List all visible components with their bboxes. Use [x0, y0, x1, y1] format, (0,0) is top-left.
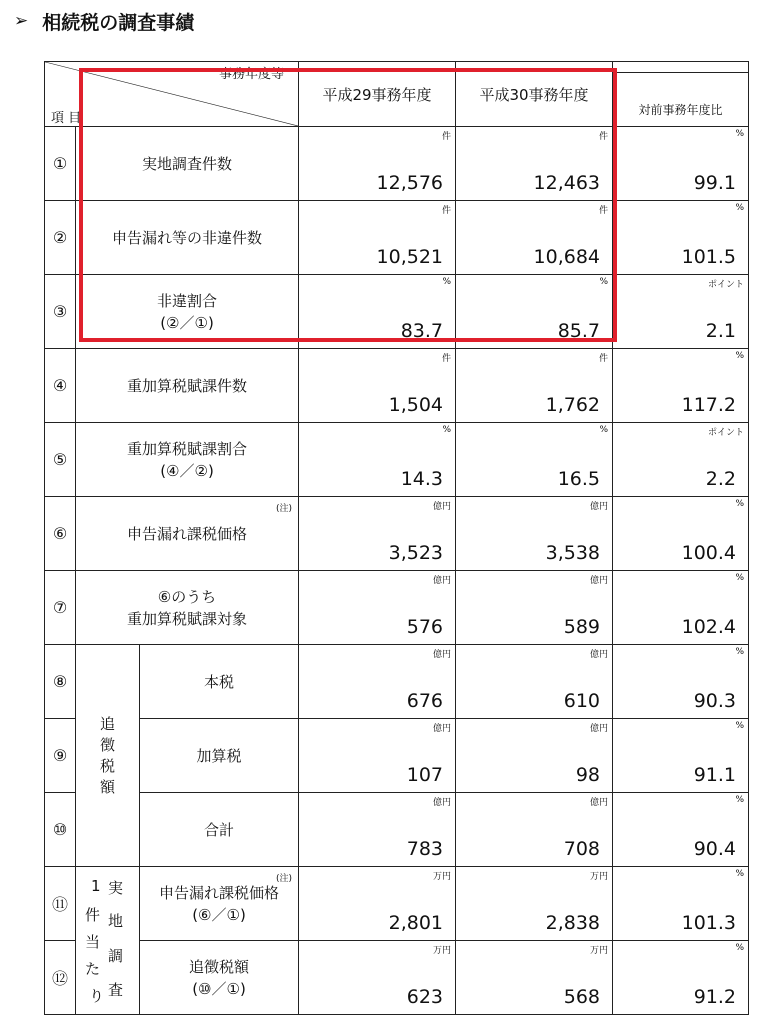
note-marker: (注): [275, 504, 293, 514]
table-row: [45, 645, 749, 719]
value-ratio: % 90.4: [613, 793, 749, 867]
value-fy30: % 85.7: [456, 275, 613, 349]
row-label: 追徴税額 (⑩／①): [140, 941, 299, 1015]
value-ratio: % 90.3: [613, 645, 749, 719]
row-number: ⑫: [45, 941, 76, 1015]
table-row: [45, 867, 749, 941]
value-fy29: 億円 3,523: [299, 497, 456, 571]
row-number: ②: [45, 201, 76, 275]
value-ratio: % 117.2: [613, 349, 749, 423]
table-row: [45, 349, 749, 423]
value-ratio: % 99.1: [613, 127, 749, 201]
row-number: ③: [45, 275, 76, 349]
row-label: 本税: [140, 645, 299, 719]
row-number: ⑧: [45, 645, 76, 719]
row-number: ⑪: [45, 867, 76, 941]
row-number: ⑤: [45, 423, 76, 497]
row-label: (注) 申告漏れ課税価格: [76, 497, 299, 571]
value-ratio: ポイント 2.2: [613, 423, 749, 497]
value-ratio: % 101.5: [613, 201, 749, 275]
group-label-per-case: 1 件 当 た り 実 地 調 査: [76, 867, 140, 1015]
table-row: [45, 201, 749, 275]
table-row: [45, 497, 749, 571]
value-fy30: 億円 3,538: [456, 497, 613, 571]
row-label: 加算税: [140, 719, 299, 793]
value-fy29: % 14.3: [299, 423, 456, 497]
value-fy29: 億円 107: [299, 719, 456, 793]
table-row: [45, 423, 749, 497]
col-header-ratio: 対前事務年度比: [613, 73, 749, 127]
row-label: 重加算税賦課割合 (④／②): [76, 423, 299, 497]
value-fy30: 万円 2,838: [456, 867, 613, 941]
arrow-bullet-icon: ➢: [14, 11, 29, 31]
row-label: 非違割合 (②／①): [76, 275, 299, 349]
value-fy30: 件 10,684: [456, 201, 613, 275]
table-row: [45, 793, 749, 867]
value-fy29: 件 1,504: [299, 349, 456, 423]
table-row: [45, 941, 749, 1015]
table-row: [45, 571, 749, 645]
row-number: ⑦: [45, 571, 76, 645]
value-fy30: 億円 708: [456, 793, 613, 867]
row-number: ④: [45, 349, 76, 423]
section-heading: [14, 6, 194, 36]
table-row: [45, 127, 749, 201]
inheritance-tax-table: [44, 61, 749, 1015]
value-fy29: 件 10,521: [299, 201, 456, 275]
section-title: 相続税の調査事績: [42, 11, 195, 34]
group-label-additional-tax: 追 徴 税 額: [76, 645, 140, 867]
value-ratio: % 100.4: [613, 497, 749, 571]
value-ratio: ポイント 2.1: [613, 275, 749, 349]
row-label: 実地調査件数: [76, 127, 299, 201]
header-corner-top: 事務年度等: [219, 67, 285, 82]
value-fy29: 件 12,576: [299, 127, 456, 201]
value-fy29: 億円 576: [299, 571, 456, 645]
header-corner-bottom: 項 目: [51, 111, 82, 126]
value-fy30: 万円 568: [456, 941, 613, 1015]
value-fy30: % 16.5: [456, 423, 613, 497]
value-fy29: 億円 676: [299, 645, 456, 719]
value-fy30: 億円 589: [456, 571, 613, 645]
row-label: ⑥のうち 重加算税賦課対象: [76, 571, 299, 645]
value-fy30: 件 12,463: [456, 127, 613, 201]
row-number: ①: [45, 127, 76, 201]
value-fy30: 億円 610: [456, 645, 613, 719]
value-fy29: 万円 623: [299, 941, 456, 1015]
table-row: [45, 275, 749, 349]
note-marker: (注): [275, 874, 293, 884]
value-ratio: % 91.2: [613, 941, 749, 1015]
row-label: (注) 申告漏れ課税価格 (⑥／①): [140, 867, 299, 941]
value-ratio: % 102.4: [613, 571, 749, 645]
value-fy30: 件 1,762: [456, 349, 613, 423]
value-fy29: 億円 783: [299, 793, 456, 867]
value-fy30: 億円 98: [456, 719, 613, 793]
row-number: ⑨: [45, 719, 76, 793]
row-number: ⑥: [45, 497, 76, 571]
col-header-fy30: 平成30事務年度: [456, 62, 613, 127]
value-ratio: % 91.1: [613, 719, 749, 793]
header-corner: [45, 62, 299, 127]
row-label: 申告漏れ等の非違件数: [76, 201, 299, 275]
row-number: ⑩: [45, 793, 76, 867]
value-ratio: % 101.3: [613, 867, 749, 941]
value-fy29: 万円 2,801: [299, 867, 456, 941]
row-label: 合計: [140, 793, 299, 867]
row-label: 重加算税賦課件数: [76, 349, 299, 423]
col-header-fy29: 平成29事務年度: [299, 62, 456, 127]
table-row: [45, 719, 749, 793]
value-fy29: % 83.7: [299, 275, 456, 349]
